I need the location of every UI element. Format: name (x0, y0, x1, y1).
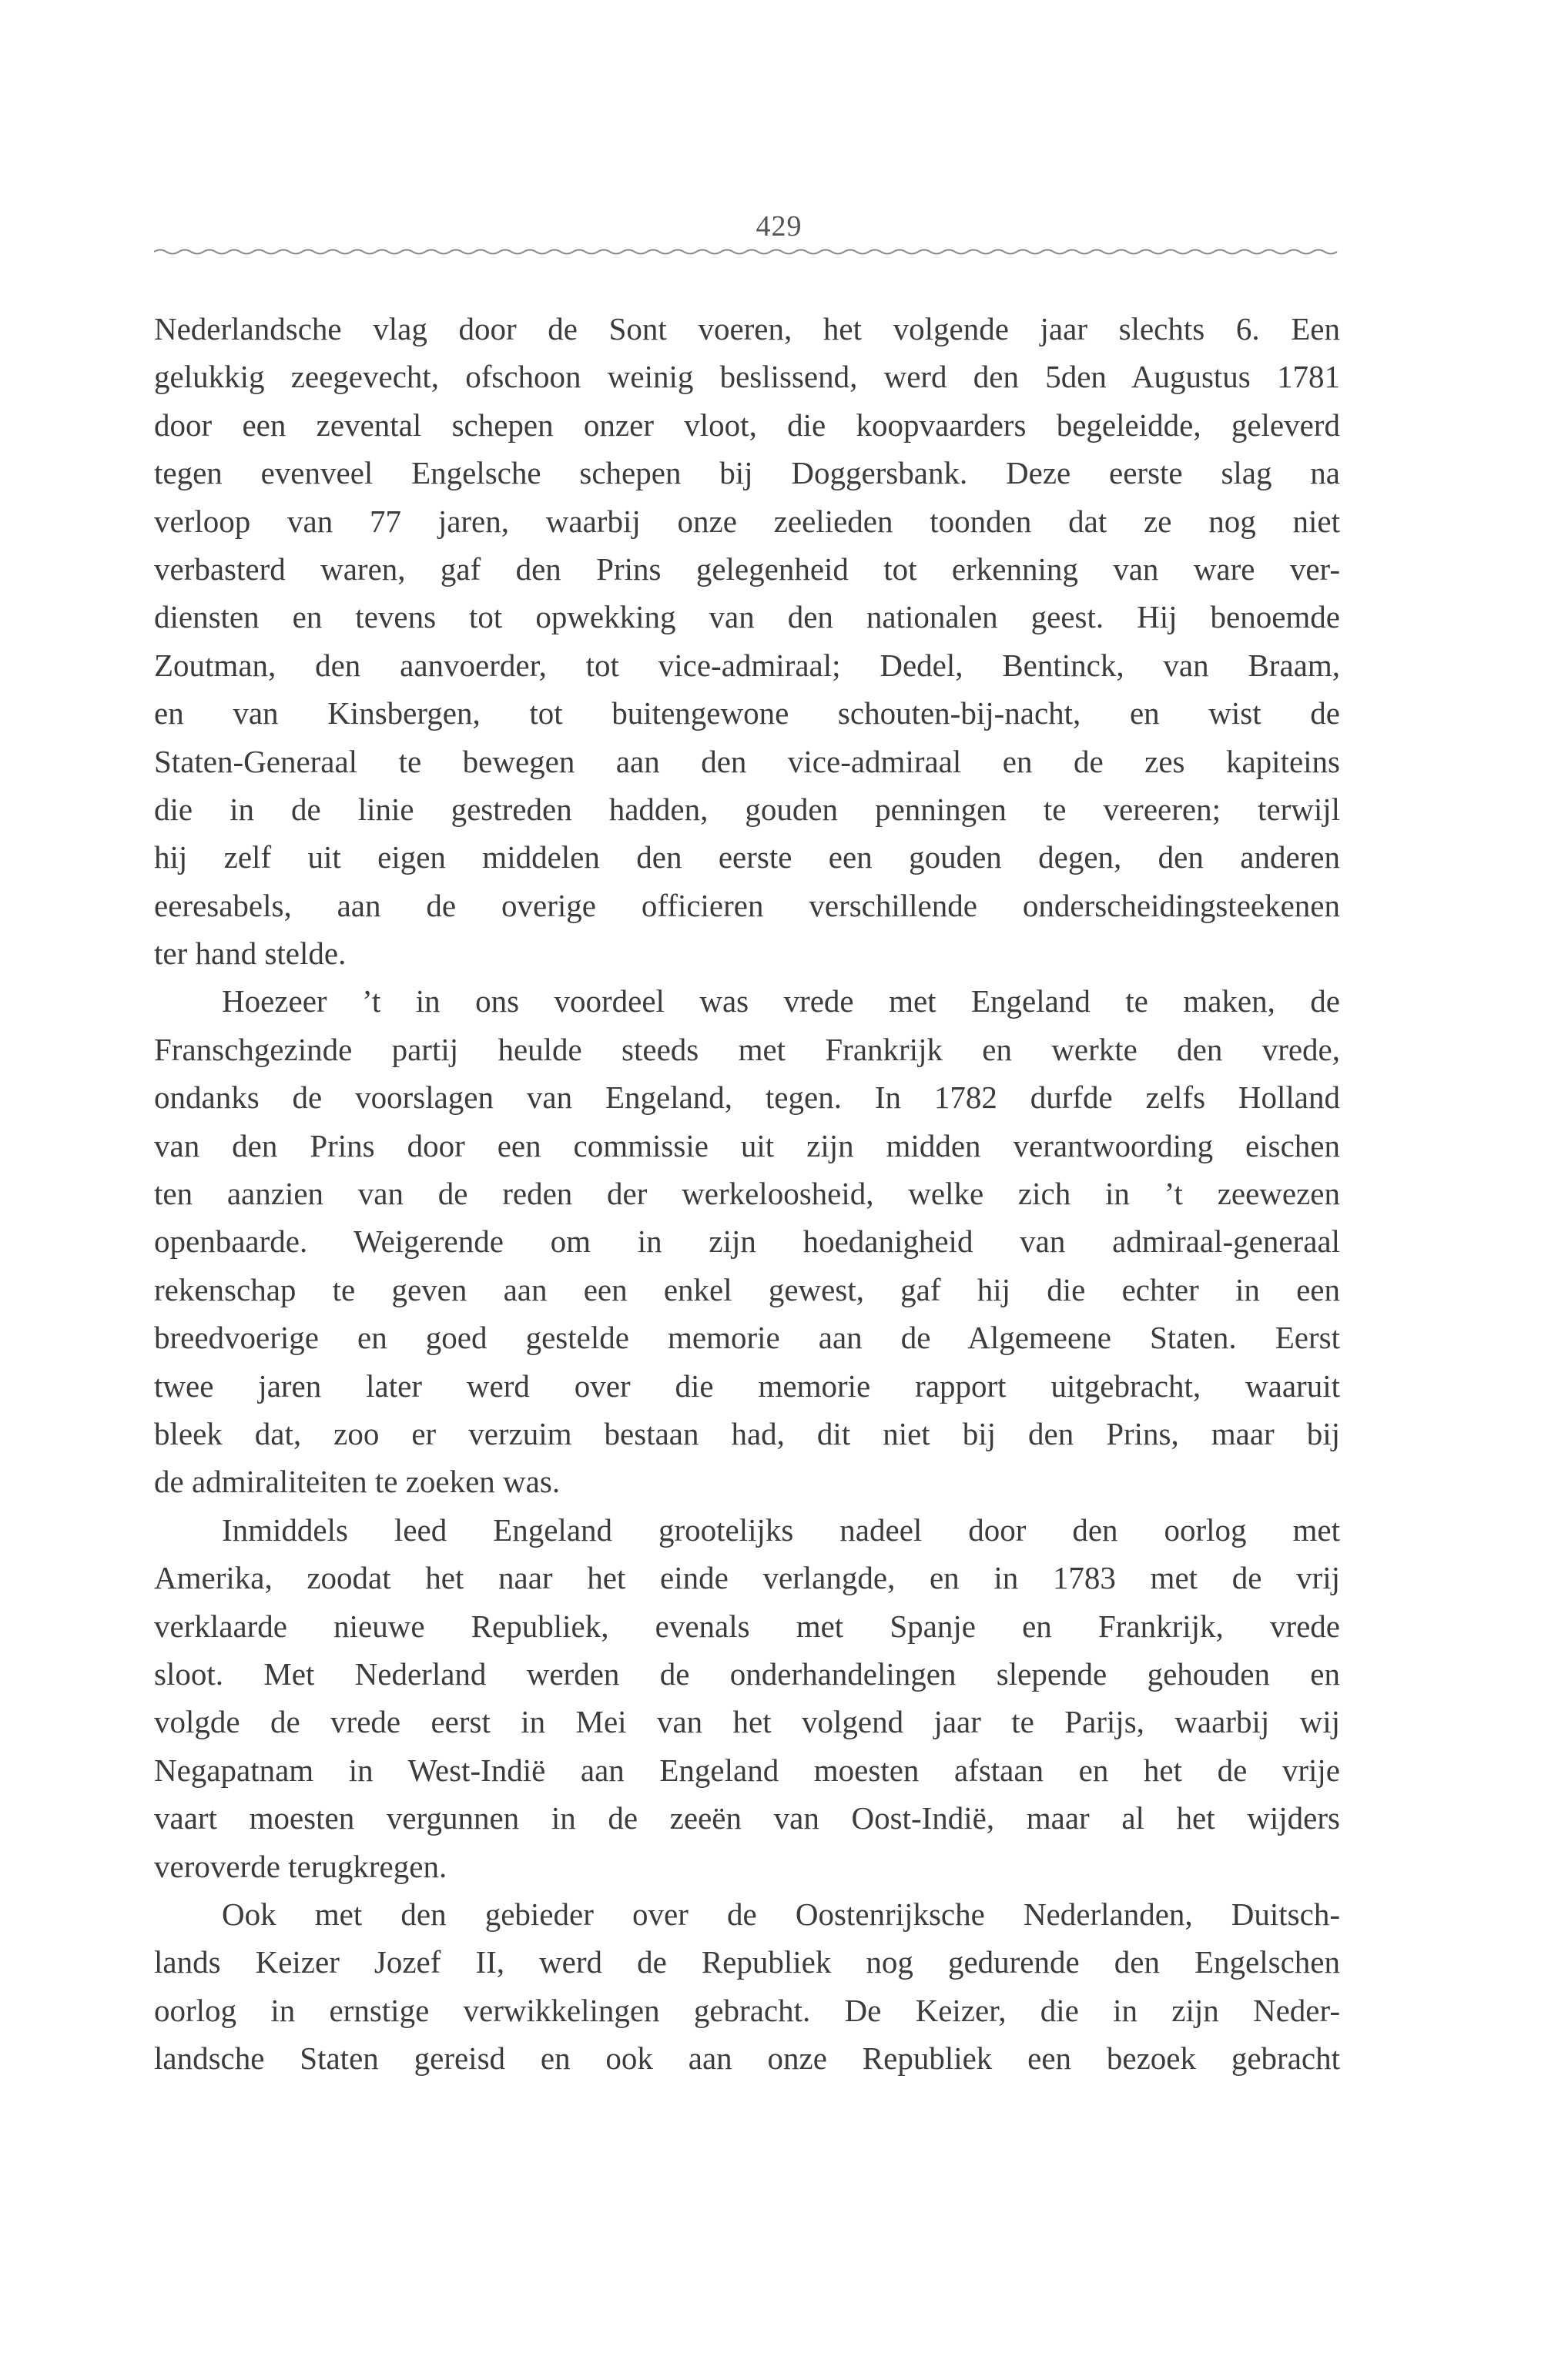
text-line: Amerika, zoodat het naar het einde verlangde, en in 1783 met de vrij (154, 1560, 1340, 1596)
text-line: ondanks de voorslagen van Engeland, tegen. In 1782 durfde zelfs Holland (154, 1080, 1340, 1116)
text-line: Negapatnam in West-Indië aan Engeland moesten afstaan en het de vrije (154, 1752, 1340, 1788)
text-line: de admiraliteiten te zoeken was. (154, 1464, 561, 1500)
text-line: ter hand stelde. (154, 936, 347, 972)
header-rule (154, 245, 1340, 259)
text-line: rekenschap te geven aan een enkel gewest, gaf hij die echter in een (154, 1271, 1340, 1307)
text-line: Zoutman, den aanvoerder, tot vice-admiraal; Dedel, Bentinck, van Braam, (154, 647, 1340, 683)
text-line: gelukkig zeegevecht, ofschoon weinig beslissend, werd den 5den Augustus 1781 (154, 359, 1340, 395)
text-line: volgde de vrede eerst in Mei van het volgend jaar te Parijs, waarbij wij (154, 1704, 1340, 1740)
text-line: verbasterd waren, gaf den Prins gelegenheid tot erkenning van ware ver- (154, 551, 1340, 587)
text-line: verklaarde nieuwe Republiek, evenals met Spanje en Frankrijk, vrede (154, 1608, 1340, 1644)
text-line: oorlog in ernstige verwikkelingen gebracht. De Keizer, die in zijn Neder- (154, 1992, 1340, 2028)
text-line: veroverde terugkregen. (154, 1848, 447, 1884)
paragraph-start-line: Ook met den gebieder over de Oostenrijksche Nederlanden, Duitsch- (222, 1896, 1340, 1932)
text-line: ten aanzien van de reden der werkeloosheid, welke zich in ’t zeewezen (154, 1176, 1340, 1212)
text-line: Staten-Generaal te bewegen aan den vice-admiraal en de zes kapiteins (154, 743, 1340, 779)
paragraph-start-line: Hoezeer ’t in ons voordeel was vrede met Engeland te maken, de (222, 983, 1340, 1019)
text-line: die in de linie gestreden hadden, gouden penningen te vereeren; terwijl (154, 791, 1340, 827)
text-line: landsche Staten gereisd en ook aan onze Republiek een bezoek gebracht (154, 2040, 1340, 2077)
text-line: openbaarde. Weigerende om in zijn hoedanigheid van admiraal-generaal (154, 1223, 1340, 1260)
text-line: diensten en tevens tot opwekking van den nationalen geest. Hij benoemde (154, 599, 1340, 635)
text-line: eeresabels, aan de overige officieren verschillende onderscheidingsteekenen (154, 887, 1340, 923)
text-line: bleek dat, zoo er verzuim bestaan had, dit niet bij den Prins, maar bij (154, 1415, 1340, 1451)
text-line: Franschgezinde partij heulde steeds met Frankrijk en werkte den vrede, (154, 1031, 1340, 1067)
text-line: vaart moesten vergunnen in de zeeën van Oost-Indië, maar al het wijders (154, 1800, 1340, 1836)
page-number: 429 (756, 210, 802, 243)
body-text (154, 305, 1340, 2082)
text-line: van den Prins door een commissie uit zijn midden verantwoording eischen (154, 1127, 1340, 1163)
text-line: Nederlandsche vlag door de Sont voeren, het volgende jaar slechts 6. Een (154, 311, 1340, 346)
text-line: breedvoerige en goed gestelde memorie aan de Algemeene Staten. Eerst (154, 1320, 1340, 1356)
text-line: sloot. Met Nederland werden de onderhandelingen slepende gehouden en (154, 1655, 1340, 1692)
text-line: door een zevental schepen onzer vloot, die koopvaarders begeleidde, geleverd (154, 407, 1340, 443)
text-line: en van Kinsbergen, tot buitengewone schouten-bij-nacht, en wist de (154, 695, 1340, 731)
paragraph-start-line: Inmiddels leed Engeland grootelijks nadeel door den oorlog met (222, 1511, 1340, 1548)
text-line: verloop van 77 jaren, waarbij onze zeelieden toonden dat ze nog niet (154, 503, 1340, 539)
text-line: twee jaren later werd over die memorie rapport uitgebracht, waaruit (154, 1367, 1340, 1404)
text-line: tegen evenveel Engelsche schepen bij Doggersbank. Deze eerste slag na (154, 455, 1340, 491)
text-line: lands Keizer Jozef II, werd de Republiek nog gedurende den Engelschen (154, 1944, 1340, 1980)
text-line: hij zelf uit eigen middelen den eerste een gouden degen, den anderen (154, 839, 1340, 875)
